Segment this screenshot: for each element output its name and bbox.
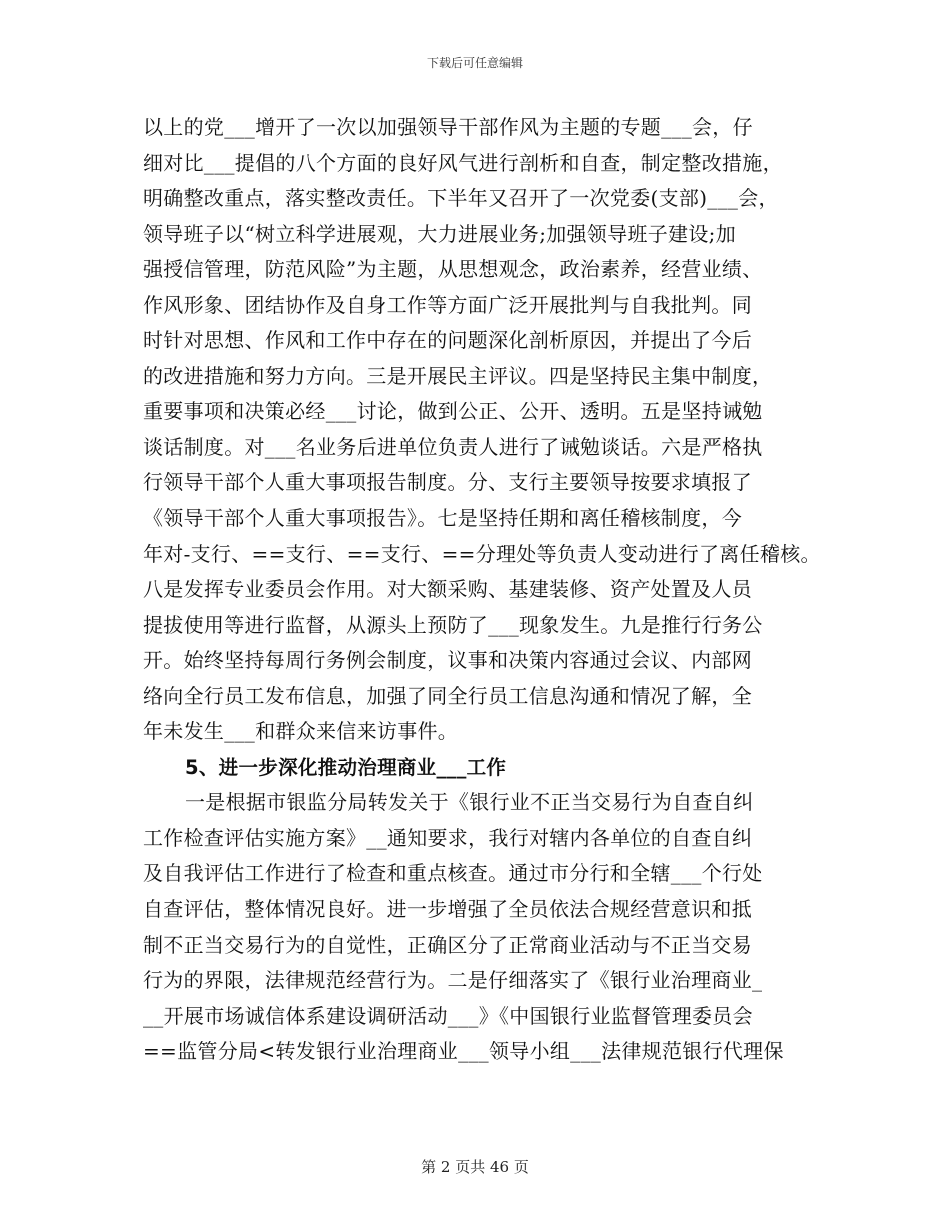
- paragraph-line: 年未发生___和群众来信来访事件。: [143, 719, 459, 744]
- section-heading: 5、进一步深化推动治理商业___工作: [185, 755, 507, 779]
- paragraph-line: 领导班子以“树立科学进展观，大力进展业务;加强领导班子建设;加: [143, 221, 737, 246]
- paragraph-line: 时针对思想、作风和工作中存在的问题深化剖析原因，并提出了今后: [143, 328, 752, 353]
- paragraph-line: 《领导干部个人重大事项报告》。七是坚持任期和离任稽核制度，今: [143, 506, 742, 531]
- paragraph-line: 工作检查评估实施方案》__通知要求，我行对辖内各单位的自查自纠: [143, 825, 753, 850]
- paragraph-line: 一是根据市银监分局转发关于《银行业不正当交易行为自查自纠: [185, 790, 754, 815]
- paragraph-line: 谈话制度。对___名业务后进单位负责人进行了诫勉谈话。六是严格执: [143, 434, 763, 459]
- page-footer: 第 2 页共 46 页: [421, 1158, 529, 1176]
- paragraph-line: 强授信管理，防范风险”为主题，从思想观念，政治素养，经营业绩、: [143, 257, 763, 282]
- paragraph-line: 明确整改重点，落实整改责任。下半年又召开了一次党委(支部)___会，: [143, 186, 779, 211]
- paragraph-line: 以上的党___增开了一次以加强领导干部作风为主题的专题___会，仔: [143, 115, 753, 139]
- paragraph-line: 八是发挥专业委员会作用。对大额采购、基建装修、资产处置及人员: [143, 577, 752, 602]
- paragraph-line: 行为的界限，法律规范经营行为。二是仔细落实了《银行业治理商业_: [143, 968, 763, 993]
- paragraph-line: 年对-支行、==支行、==支行、==分理处等负责人变动进行了离任稽核。: [143, 541, 821, 566]
- paragraph-line: 络向全行员工发布信息，加强了同全行员工信息沟通和情况了解，全: [143, 683, 752, 708]
- paragraph-line: __开展市场诚信体系建设调研活动___》《中国银行业监督管理委员会: [143, 1003, 753, 1028]
- paragraph-line: 及自我评估工作进行了检查和重点核查。通过市分行和全辖___个行处: [143, 861, 763, 886]
- paragraph-line: 细对比___提倡的八个方面的良好风气进行剖析和自查，制定整改措施，: [143, 150, 783, 175]
- paragraph-line: 开。始终坚持每周行务例会制度，议事和决策内容通过会议、内部网: [143, 648, 752, 673]
- paragraph-line: 重要事项和决策必经___讨论，做到公正、公开、透明。五是坚持诫勉: [143, 399, 763, 424]
- paragraph-line: 的改进措施和努力方向。三是开展民主评议。四是坚持民主集中制度，: [143, 363, 773, 388]
- paragraph-line: ==监管分局<转发银行业治理商业___领导小组___法律规范银行代理保: [143, 1039, 784, 1064]
- paragraph-line: 提拔使用等进行监督，从源头上预防了___现象发生。九是推行行务公: [143, 612, 763, 637]
- paragraph-line: 自查评估，整体情况良好。进一步增强了全员依法合规经营意识和抵: [143, 897, 752, 922]
- document-body: [143, 110, 823, 1070]
- page-header: 下载后可任意编辑: [426, 56, 523, 70]
- paragraph-line: 作风形象、团结协作及自身工作等方面广泛开展批判与自我批判。同: [143, 292, 752, 317]
- paragraph-line: 制不正当交易行为的自觉性，正确区分了正常商业活动与不正当交易: [143, 932, 752, 957]
- paragraph-line: 行领导干部个人重大事项报告制度。分、支行主要领导按要求填报了: [143, 470, 752, 495]
